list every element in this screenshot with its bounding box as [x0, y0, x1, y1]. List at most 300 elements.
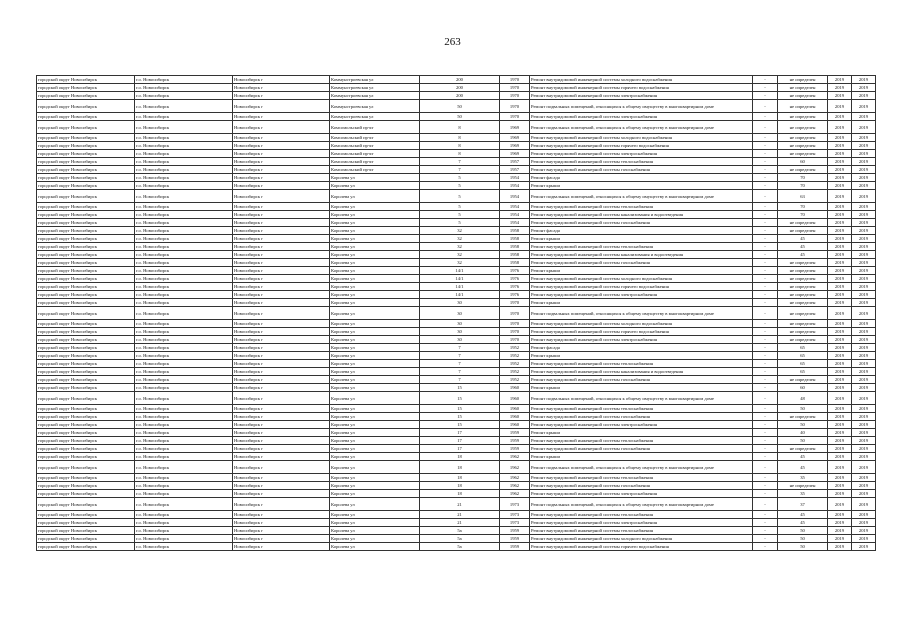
- cell-cost: 45: [778, 453, 828, 461]
- cell-street: Королева ул: [330, 299, 420, 307]
- cell-year: 1959: [500, 437, 530, 445]
- table-row: [37, 320, 876, 328]
- cell-city: Новосибирск г: [233, 543, 330, 551]
- cell-end-year: 2019: [852, 392, 876, 405]
- cell-dash: -: [753, 307, 778, 320]
- cell-street: Королева ул: [330, 219, 420, 227]
- cell-dash: -: [753, 267, 778, 275]
- cell-dash: -: [753, 453, 778, 461]
- cell-municipality: г.о. Новосибирск: [135, 474, 233, 482]
- table-row: [37, 299, 876, 307]
- cell-district: городской округ Новосибирск: [37, 182, 135, 190]
- table-row: [37, 511, 876, 519]
- cell-end-year: 2019: [852, 421, 876, 429]
- cell-end-year: 2019: [852, 259, 876, 267]
- cell-start-year: 2019: [828, 190, 852, 203]
- cell-house: 5: [420, 203, 500, 211]
- cell-end-year: 2019: [852, 336, 876, 344]
- cell-cost: не определен: [778, 92, 828, 100]
- cell-street: Коммунстроевская ул: [330, 92, 420, 100]
- cell-street: Королева ул: [330, 243, 420, 251]
- cell-end-year: 2019: [852, 113, 876, 121]
- cell-cost: 50: [778, 405, 828, 413]
- cell-year: 1969: [500, 150, 530, 158]
- table-row: [37, 275, 876, 283]
- cell-district: городской округ Новосибирск: [37, 291, 135, 299]
- cell-year: 1962: [500, 461, 530, 474]
- cell-city: Новосибирск г: [233, 190, 330, 203]
- cell-house: 30: [420, 299, 500, 307]
- cell-house: 5: [420, 174, 500, 182]
- cell-municipality: г.о. Новосибирск: [135, 243, 233, 251]
- cell-municipality: г.о. Новосибирск: [135, 453, 233, 461]
- cell-municipality: г.о. Новосибирск: [135, 352, 233, 360]
- cell-year: 1969: [500, 121, 530, 134]
- cell-district: городской округ Новосибирск: [37, 413, 135, 421]
- table-row: [37, 92, 876, 100]
- cell-house: 32: [420, 227, 500, 235]
- cell-work-type: Ремонт крыши: [530, 384, 753, 392]
- cell-work-type: Ремонт внутридомовой инженерной системы теплоснабжения: [530, 511, 753, 519]
- cell-cost: 45: [778, 251, 828, 259]
- cell-end-year: 2019: [852, 344, 876, 352]
- cell-work-type: Ремонт внутридомовой инженерной системы газоснабжения: [530, 259, 753, 267]
- cell-start-year: 2019: [828, 392, 852, 405]
- cell-district: городской округ Новосибирск: [37, 190, 135, 203]
- cell-end-year: 2019: [852, 190, 876, 203]
- cell-year: 1958: [500, 235, 530, 243]
- table-row: [37, 142, 876, 150]
- cell-street: Королева ул: [330, 392, 420, 405]
- table-row: [37, 283, 876, 291]
- cell-municipality: г.о. Новосибирск: [135, 320, 233, 328]
- cell-start-year: 2019: [828, 150, 852, 158]
- cell-house: 7: [420, 360, 500, 368]
- cell-work-type: Ремонт внутридомовой инженерной системы электроснабжения: [530, 421, 753, 429]
- cell-start-year: 2019: [828, 100, 852, 113]
- cell-work-type: Ремонт внутридомовой инженерной системы горячего водоснабжения: [530, 543, 753, 551]
- cell-dash: -: [753, 174, 778, 182]
- table-row: [37, 336, 876, 344]
- cell-district: городской округ Новосибирск: [37, 482, 135, 490]
- cell-start-year: 2019: [828, 267, 852, 275]
- table-row: [37, 76, 876, 84]
- cell-house: 14/1: [420, 283, 500, 291]
- cell-cost: не определен: [778, 76, 828, 84]
- cell-municipality: г.о. Новосибирск: [135, 392, 233, 405]
- cell-start-year: 2019: [828, 76, 852, 84]
- cell-work-type: Ремонт внутридомовой инженерной системы газоснабжения: [530, 413, 753, 421]
- table-row: [37, 384, 876, 392]
- cell-street: Королева ул: [330, 405, 420, 413]
- cell-house: 21: [420, 498, 500, 511]
- cell-city: Новосибирск г: [233, 251, 330, 259]
- cell-dash: -: [753, 437, 778, 445]
- cell-work-type: Ремонт внутридомовой инженерной системы электроснабжения: [530, 291, 753, 299]
- table-row: [37, 150, 876, 158]
- cell-house: 50: [420, 100, 500, 113]
- cell-street: Королева ул: [330, 384, 420, 392]
- cell-district: городской округ Новосибирск: [37, 166, 135, 174]
- cell-start-year: 2019: [828, 235, 852, 243]
- cell-work-type: Ремонт внутридомовой инженерной системы канализования и водоотведения: [530, 368, 753, 376]
- cell-year: 1970: [500, 336, 530, 344]
- cell-end-year: 2019: [852, 121, 876, 134]
- cell-cost: не определен: [778, 445, 828, 453]
- cell-district: городской округ Новосибирск: [37, 405, 135, 413]
- cell-start-year: 2019: [828, 511, 852, 519]
- cell-work-type: Ремонт внутридомовой инженерной системы горячего водоснабжения: [530, 142, 753, 150]
- cell-cost: 70: [778, 203, 828, 211]
- cell-work-type: Ремонт внутридомовой инженерной системы холодного водоснабжения: [530, 76, 753, 84]
- cell-end-year: 2019: [852, 158, 876, 166]
- cell-house: 5: [420, 211, 500, 219]
- cell-dash: -: [753, 235, 778, 243]
- cell-year: 1959: [500, 527, 530, 535]
- table-row: [37, 243, 876, 251]
- cell-street: Королева ул: [330, 543, 420, 551]
- cell-city: Новосибирск г: [233, 307, 330, 320]
- cell-city: Новосибирск г: [233, 134, 330, 142]
- cell-year: 1970: [500, 92, 530, 100]
- cell-dash: -: [753, 344, 778, 352]
- cell-house: 7: [420, 158, 500, 166]
- cell-house: 200: [420, 92, 500, 100]
- cell-district: городской округ Новосибирск: [37, 259, 135, 267]
- cell-work-type: Ремонт внутридомовой инженерной системы горячего водоснабжения: [530, 328, 753, 336]
- cell-street: Королева ул: [330, 490, 420, 498]
- cell-work-type: Ремонт внутридомовой инженерной системы холодного водоснабжения: [530, 320, 753, 328]
- cell-year: 1954: [500, 219, 530, 227]
- cell-cost: 63: [778, 190, 828, 203]
- cell-start-year: 2019: [828, 84, 852, 92]
- cell-cost: не определен: [778, 166, 828, 174]
- cell-municipality: г.о. Новосибирск: [135, 92, 233, 100]
- cell-cost: 37: [778, 498, 828, 511]
- cell-start-year: 2019: [828, 291, 852, 299]
- cell-year: 1962: [500, 453, 530, 461]
- cell-municipality: г.о. Новосибирск: [135, 158, 233, 166]
- cell-house: 5: [420, 182, 500, 190]
- cell-end-year: 2019: [852, 251, 876, 259]
- cell-municipality: г.о. Новосибирск: [135, 166, 233, 174]
- cell-street: Королева ул: [330, 519, 420, 527]
- cell-start-year: 2019: [828, 166, 852, 174]
- table-row: [37, 445, 876, 453]
- cell-dash: -: [753, 482, 778, 490]
- cell-street: Королева ул: [330, 368, 420, 376]
- cell-dash: -: [753, 360, 778, 368]
- cell-city: Новосибирск г: [233, 511, 330, 519]
- cell-work-type: Ремонт внутридомовой инженерной системы теплоснабжения: [530, 405, 753, 413]
- cell-house: 32: [420, 235, 500, 243]
- cell-house: 32: [420, 251, 500, 259]
- cell-end-year: 2019: [852, 490, 876, 498]
- cell-street: Королева ул: [330, 190, 420, 203]
- cell-year: 1952: [500, 344, 530, 352]
- cell-municipality: г.о. Новосибирск: [135, 519, 233, 527]
- cell-district: городской округ Новосибирск: [37, 519, 135, 527]
- cell-cost: не определен: [778, 267, 828, 275]
- cell-city: Новосибирск г: [233, 227, 330, 235]
- cell-dash: -: [753, 429, 778, 437]
- table-row: [37, 421, 876, 429]
- table-row: [37, 490, 876, 498]
- cell-street: Королева ул: [330, 527, 420, 535]
- cell-end-year: 2019: [852, 174, 876, 182]
- cell-street: Комсомольский пр-кт: [330, 134, 420, 142]
- cell-year: 1973: [500, 498, 530, 511]
- cell-cost: не определен: [778, 142, 828, 150]
- table-row: [37, 413, 876, 421]
- cell-start-year: 2019: [828, 445, 852, 453]
- cell-city: Новосибирск г: [233, 474, 330, 482]
- cell-end-year: 2019: [852, 328, 876, 336]
- cell-district: городской округ Новосибирск: [37, 384, 135, 392]
- cell-cost: 35: [778, 474, 828, 482]
- cell-cost: 70: [778, 182, 828, 190]
- cell-district: городской округ Новосибирск: [37, 100, 135, 113]
- table-row: [37, 437, 876, 445]
- cell-end-year: 2019: [852, 320, 876, 328]
- cell-dash: -: [753, 121, 778, 134]
- cell-work-type: Ремонт внутридомовой инженерной системы теплоснабжения: [530, 474, 753, 482]
- cell-work-type: Ремонт крыши: [530, 235, 753, 243]
- cell-city: Новосибирск г: [233, 92, 330, 100]
- cell-year: 1958: [500, 227, 530, 235]
- cell-dash: -: [753, 291, 778, 299]
- cell-start-year: 2019: [828, 413, 852, 421]
- cell-year: 1952: [500, 368, 530, 376]
- cell-start-year: 2019: [828, 142, 852, 150]
- table-row: [37, 158, 876, 166]
- cell-year: 1952: [500, 352, 530, 360]
- cell-city: Новосибирск г: [233, 328, 330, 336]
- cell-dash: -: [753, 211, 778, 219]
- cell-year: 1970: [500, 320, 530, 328]
- cell-work-type: Ремонт внутридомовой инженерной системы электроснабжения: [530, 113, 753, 121]
- cell-street: Королева ул: [330, 336, 420, 344]
- cell-year: 1976: [500, 275, 530, 283]
- cell-city: Новосибирск г: [233, 182, 330, 190]
- cell-house: 18: [420, 461, 500, 474]
- cell-municipality: г.о. Новосибирск: [135, 344, 233, 352]
- cell-dash: -: [753, 535, 778, 543]
- cell-end-year: 2019: [852, 453, 876, 461]
- cell-city: Новосибирск г: [233, 384, 330, 392]
- cell-start-year: 2019: [828, 336, 852, 344]
- cell-cost: 45: [778, 461, 828, 474]
- cell-district: городской округ Новосибирск: [37, 360, 135, 368]
- cell-start-year: 2019: [828, 259, 852, 267]
- cell-municipality: г.о. Новосибирск: [135, 384, 233, 392]
- cell-cost: 65: [778, 360, 828, 368]
- cell-city: Новосибирск г: [233, 174, 330, 182]
- cell-work-type: Ремонт внутридомовой инженерной системы горячего водоснабжения: [530, 84, 753, 92]
- cell-start-year: 2019: [828, 360, 852, 368]
- cell-dash: -: [753, 376, 778, 384]
- cell-end-year: 2019: [852, 360, 876, 368]
- cell-municipality: г.о. Новосибирск: [135, 219, 233, 227]
- table-row: [37, 84, 876, 92]
- cell-start-year: 2019: [828, 535, 852, 543]
- cell-street: Королева ул: [330, 275, 420, 283]
- cell-year: 1960: [500, 405, 530, 413]
- cell-work-type: Ремонт фасада: [530, 344, 753, 352]
- cell-end-year: 2019: [852, 498, 876, 511]
- cell-house: 15: [420, 413, 500, 421]
- cell-cost: 60: [778, 158, 828, 166]
- cell-work-type: Ремонт подвальных помещений, относящихся к общему имуществу в многоквартирном доме: [530, 190, 753, 203]
- cell-cost: 65: [778, 344, 828, 352]
- cell-cost: не определен: [778, 134, 828, 142]
- cell-municipality: г.о. Новосибирск: [135, 490, 233, 498]
- cell-end-year: 2019: [852, 429, 876, 437]
- cell-street: Комсомольский пр-кт: [330, 150, 420, 158]
- cell-end-year: 2019: [852, 376, 876, 384]
- cell-street: Королева ул: [330, 511, 420, 519]
- table-row: [37, 482, 876, 490]
- cell-start-year: 2019: [828, 174, 852, 182]
- cell-end-year: 2019: [852, 307, 876, 320]
- cell-cost: не определен: [778, 275, 828, 283]
- cell-cost: не определен: [778, 328, 828, 336]
- cell-work-type: Ремонт крыши: [530, 299, 753, 307]
- cell-district: городской округ Новосибирск: [37, 344, 135, 352]
- cell-street: Королева ул: [330, 352, 420, 360]
- table-row: [37, 211, 876, 219]
- cell-cost: 50: [778, 535, 828, 543]
- cell-end-year: 2019: [852, 437, 876, 445]
- cell-end-year: 2019: [852, 275, 876, 283]
- cell-start-year: 2019: [828, 328, 852, 336]
- table-row: [37, 174, 876, 182]
- cell-end-year: 2019: [852, 211, 876, 219]
- cell-end-year: 2019: [852, 92, 876, 100]
- cell-start-year: 2019: [828, 113, 852, 121]
- table-row: [37, 328, 876, 336]
- cell-district: городской округ Новосибирск: [37, 203, 135, 211]
- cell-start-year: 2019: [828, 344, 852, 352]
- cell-municipality: г.о. Новосибирск: [135, 482, 233, 490]
- cell-municipality: г.о. Новосибирск: [135, 461, 233, 474]
- cell-street: Королева ул: [330, 376, 420, 384]
- table-row: [37, 259, 876, 267]
- cell-district: городской округ Новосибирск: [37, 150, 135, 158]
- cell-year: 1958: [500, 251, 530, 259]
- cell-dash: -: [753, 320, 778, 328]
- cell-house: 18: [420, 474, 500, 482]
- cell-city: Новосибирск г: [233, 320, 330, 328]
- cell-house: 8: [420, 121, 500, 134]
- table-row: [37, 227, 876, 235]
- cell-house: 17: [420, 437, 500, 445]
- cell-city: Новосибирск г: [233, 336, 330, 344]
- cell-cost: не определен: [778, 336, 828, 344]
- cell-dash: -: [753, 461, 778, 474]
- cell-end-year: 2019: [852, 235, 876, 243]
- cell-dash: -: [753, 474, 778, 482]
- cell-work-type: Ремонт внутридомовой инженерной системы канализования и водоотведения: [530, 211, 753, 219]
- table-row: [37, 219, 876, 227]
- cell-house: 18: [420, 482, 500, 490]
- cell-end-year: 2019: [852, 445, 876, 453]
- cell-city: Новосибирск г: [233, 84, 330, 92]
- cell-city: Новосибирск г: [233, 158, 330, 166]
- cell-cost: не определен: [778, 121, 828, 134]
- cell-year: 1958: [500, 259, 530, 267]
- cell-district: городской округ Новосибирск: [37, 307, 135, 320]
- cell-city: Новосибирск г: [233, 360, 330, 368]
- cell-house: 7: [420, 368, 500, 376]
- cell-year: 1973: [500, 511, 530, 519]
- cell-year: 1958: [500, 243, 530, 251]
- table-row: [37, 235, 876, 243]
- cell-start-year: 2019: [828, 121, 852, 134]
- cell-work-type: Ремонт внутридомовой инженерной системы холодного водоснабжения: [530, 134, 753, 142]
- cell-district: городской округ Новосибирск: [37, 251, 135, 259]
- cell-end-year: 2019: [852, 474, 876, 482]
- cell-street: Королева ул: [330, 320, 420, 328]
- table-row: [37, 100, 876, 113]
- cell-end-year: 2019: [852, 267, 876, 275]
- cell-dash: -: [753, 299, 778, 307]
- cell-work-type: Ремонт внутридомовой инженерной системы канализования и водоотведения: [530, 251, 753, 259]
- cell-work-type: Ремонт подвальных помещений, относящихся к общему имуществу в многоквартирном доме: [530, 498, 753, 511]
- cell-dash: -: [753, 76, 778, 84]
- cell-start-year: 2019: [828, 368, 852, 376]
- cell-house: 15: [420, 421, 500, 429]
- cell-end-year: 2019: [852, 283, 876, 291]
- cell-work-type: Ремонт крыши: [530, 352, 753, 360]
- cell-municipality: г.о. Новосибирск: [135, 150, 233, 158]
- cell-cost: не определен: [778, 150, 828, 158]
- cell-municipality: г.о. Новосибирск: [135, 121, 233, 134]
- cell-year: 1970: [500, 328, 530, 336]
- cell-dash: -: [753, 259, 778, 267]
- cell-house: 15: [420, 384, 500, 392]
- cell-district: городской округ Новосибирск: [37, 527, 135, 535]
- cell-cost: 35: [778, 490, 828, 498]
- cell-street: Королева ул: [330, 474, 420, 482]
- cell-city: Новосибирск г: [233, 219, 330, 227]
- cell-year: 1954: [500, 211, 530, 219]
- table-row: [37, 182, 876, 190]
- cell-start-year: 2019: [828, 299, 852, 307]
- cell-city: Новосибирск г: [233, 368, 330, 376]
- cell-end-year: 2019: [852, 543, 876, 551]
- cell-city: Новосибирск г: [233, 291, 330, 299]
- table-row: [37, 453, 876, 461]
- cell-end-year: 2019: [852, 405, 876, 413]
- table-row: [37, 251, 876, 259]
- cell-year: 1970: [500, 113, 530, 121]
- cell-city: Новосибирск г: [233, 498, 330, 511]
- cell-district: городской округ Новосибирск: [37, 134, 135, 142]
- cell-municipality: г.о. Новосибирск: [135, 307, 233, 320]
- cell-dash: -: [753, 328, 778, 336]
- cell-street: Комсомольский пр-кт: [330, 158, 420, 166]
- table-row: [37, 461, 876, 474]
- cell-district: городской округ Новосибирск: [37, 328, 135, 336]
- cell-cost: 50: [778, 527, 828, 535]
- cell-cost: 65: [778, 352, 828, 360]
- cell-start-year: 2019: [828, 490, 852, 498]
- cell-city: Новосибирск г: [233, 275, 330, 283]
- cell-year: 1954: [500, 182, 530, 190]
- cell-city: Новосибирск г: [233, 121, 330, 134]
- cell-dash: -: [753, 384, 778, 392]
